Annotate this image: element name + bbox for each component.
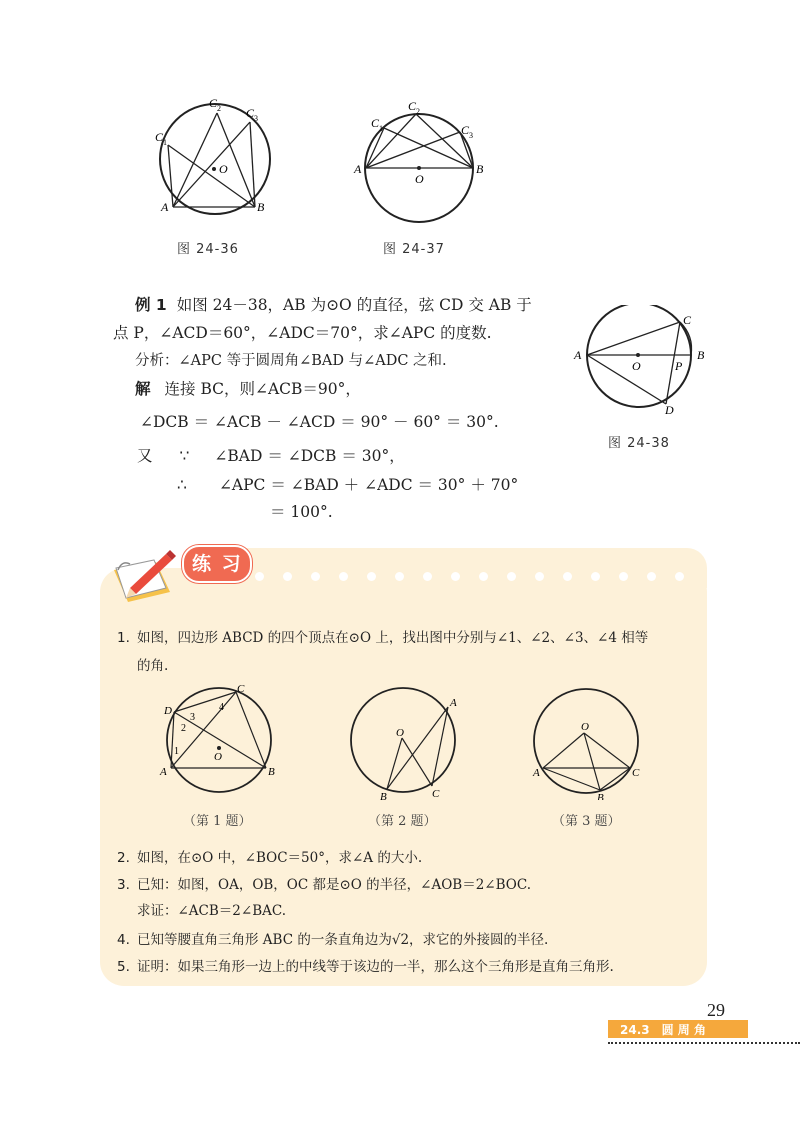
equation-1: ∠DCB ＝ ∠ACB － ∠ACD ＝ 90° － 60° ＝ 30°. xyxy=(140,413,499,431)
fig37-label-o: O xyxy=(415,172,424,186)
pf1-angle-1: 1 xyxy=(174,746,179,757)
fig36-label-c1: C xyxy=(155,130,164,144)
fig38-label-b: B xyxy=(697,348,705,362)
figure-24-36 xyxy=(150,95,280,225)
svg-text:2: 2 xyxy=(416,107,420,116)
pf2-label-c: C xyxy=(432,788,440,800)
q3-line-1: 3. 已知：如图，OA，OB，OC 都是⊙O 的半径，∠AOB＝2∠BOC. xyxy=(117,877,531,893)
svg-text:1: 1 xyxy=(163,138,167,147)
footer-dotted-rule xyxy=(608,1042,800,1044)
solution-label: 解 xyxy=(135,380,151,398)
fig38-label-p: P xyxy=(675,359,683,373)
practice-caption-1: （第 1 题） xyxy=(183,814,252,829)
practice-header-band xyxy=(200,548,707,588)
equation-2-line: 又 ∵ ∠BAD ＝ ∠DCB ＝ 30°， xyxy=(137,447,405,465)
practice-caption-3: （第 3 题） xyxy=(552,814,621,829)
section-tag: 24.3 圆 周 角 xyxy=(620,1023,706,1037)
q5: 5. 证明：如果三角形一边上的中线等于该边的一半，那么这个三角形是直角三角形. xyxy=(117,959,614,975)
q2: 2. 如图，在⊙O 中，∠BOC＝50°，求∠A 的大小. xyxy=(117,850,423,866)
fig36-label-a: A xyxy=(161,200,169,214)
pf1-label-b: B xyxy=(268,766,275,778)
pencil-notepad-icon xyxy=(108,540,188,610)
practice-figure-1 xyxy=(155,680,295,800)
pf1-label-d: D xyxy=(164,705,172,717)
q4: 4. 已知等腰直角三角形 ABC 的一条直角边为√2，求它的外接圆的半径. xyxy=(117,932,549,948)
fig36-label-b: B xyxy=(257,200,265,214)
fig37-label-c2: C xyxy=(408,99,417,113)
q1-line-1: 1. 如图，四边形 ABCD 的四个顶点在⊙O 上，找出图中分别与∠1、∠2、∠3、∠4 相等 xyxy=(117,630,649,646)
pf3-label-o: O xyxy=(581,721,589,733)
fig36-label-c3: C xyxy=(246,106,255,120)
example-line-1: 例 1 如图 24－38，AB 为⊙O 的直径，弦 CD 交 AB 于 xyxy=(135,296,532,314)
fig38-label-c: C xyxy=(683,313,692,327)
fig36-label-o: O xyxy=(219,162,228,176)
example-label: 例 1 xyxy=(135,296,167,314)
pf1-label-o: O xyxy=(214,751,222,763)
example-line-2: 点 P，∠ACD＝60°，∠ADC＝70°，求∠APC 的度数. xyxy=(113,324,492,342)
practice-header-dots xyxy=(255,572,695,582)
svg-text:3: 3 xyxy=(254,114,258,123)
page-number: 29 xyxy=(707,1000,725,1020)
q3-line-2: 求证：∠ACB＝2∠BAC. xyxy=(137,903,287,919)
figure-24-38 xyxy=(572,305,707,430)
caption-24-36: 图 24-36 xyxy=(177,242,239,257)
pf2-label-o: O xyxy=(396,727,404,739)
pf2-label-a: A xyxy=(450,697,457,709)
practice-title: 练 习 xyxy=(192,553,243,575)
caption-24-37: 图 24-37 xyxy=(383,242,445,257)
sqrt2: √2 xyxy=(391,932,410,948)
fig36-label-c2: C xyxy=(209,96,218,110)
fig38-label-o: O xyxy=(632,359,641,373)
fig37-label-a: A xyxy=(354,162,362,176)
equation-3-line: ∴ ∠APC ＝ ∠BAD ＋ ∠ADC ＝ 30° ＋ 70° xyxy=(177,476,519,494)
pf1-angle-4: 4 xyxy=(219,702,224,713)
q1-line-2: 的角. xyxy=(137,658,169,674)
pf1-label-a: A xyxy=(160,766,167,778)
pf3-label-c: C xyxy=(632,767,640,779)
pf1-angle-3: 3 xyxy=(190,712,195,723)
svg-text:2: 2 xyxy=(217,104,221,113)
example-analysis: 分析：∠APC 等于圆周角∠BAD 与∠ADC 之和. xyxy=(135,353,447,369)
pf1-angle-2: 2 xyxy=(181,723,186,734)
fig38-label-d: D xyxy=(665,403,674,417)
pf3-label-a: A xyxy=(533,767,540,779)
pf2-label-b: B xyxy=(380,791,387,800)
fig37-label-b: B xyxy=(476,162,484,176)
fig37-label-c3: C xyxy=(461,123,470,137)
fig38-label-a: A xyxy=(574,348,582,362)
solution-line: 解 连接 BC，则∠ACB＝90°， xyxy=(135,380,361,398)
practice-caption-2: （第 2 题） xyxy=(368,814,437,829)
pf3-label-b: B xyxy=(597,792,604,800)
practice-figure-3 xyxy=(525,680,650,800)
fig37-label-c1: C xyxy=(371,116,380,130)
practice-figure-2 xyxy=(345,680,470,800)
equation-4: ＝ 100°. xyxy=(270,503,333,521)
svg-text:3: 3 xyxy=(469,131,473,140)
figure-24-37 xyxy=(345,95,485,230)
pf1-label-c: C xyxy=(237,683,245,695)
caption-24-38: 图 24-38 xyxy=(608,436,670,451)
svg-text:1: 1 xyxy=(379,124,383,133)
